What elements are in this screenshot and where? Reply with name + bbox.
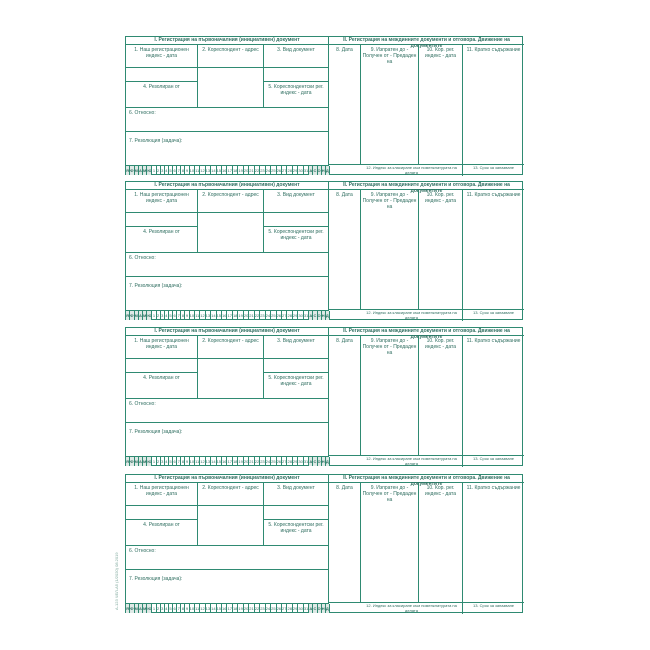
- strip-cell[interactable]: 27: [282, 459, 287, 464]
- strip-cell[interactable]: О: [317, 606, 321, 611]
- field-resolution[interactable]: 7. Резолюция (задача):: [126, 132, 329, 166]
- strip-cell[interactable]: 5: [169, 606, 172, 611]
- field-correspondent-value[interactable]: [198, 68, 264, 108]
- strip-cell[interactable]: Н: [321, 313, 325, 318]
- strip-cell[interactable]: 20: [243, 459, 249, 464]
- strip-cell[interactable]: 16: [222, 168, 227, 173]
- strip-cell[interactable]: 1: [152, 313, 156, 318]
- strip-cell[interactable]: Я: [126, 313, 129, 318]
- field-corr-reg-index[interactable]: 5. Кореспондентски рег. индекс - дата: [264, 373, 329, 399]
- strip-cell[interactable]: 18: [232, 313, 238, 318]
- strip-cell[interactable]: 24: [265, 168, 271, 173]
- strip-cell[interactable]: Д: [325, 606, 329, 611]
- strip-cell[interactable]: 27: [282, 168, 287, 173]
- field-correspondent[interactable]: 2. Кореспондент - адрес: [198, 190, 264, 213]
- strip-cell[interactable]: 12: [200, 313, 205, 318]
- field-regarding[interactable]: 6. Относно:: [126, 399, 329, 423]
- strip-cell[interactable]: 16: [222, 459, 227, 464]
- strip-cell[interactable]: М: [134, 459, 138, 464]
- strip-cell[interactable]: 17: [227, 168, 232, 173]
- day-month-strip: [126, 166, 330, 175]
- field-resolved-by[interactable]: 4. Резолиран от: [126, 520, 198, 546]
- strip-cell[interactable]: Н: [321, 168, 325, 173]
- strip-cell[interactable]: 18: [232, 168, 238, 173]
- strip-cell[interactable]: 21: [249, 313, 254, 318]
- strip-cell[interactable]: Ф: [130, 168, 134, 173]
- strip-cell[interactable]: 16: [222, 313, 227, 318]
- strip-cell[interactable]: 25: [271, 313, 276, 318]
- strip-cell[interactable]: 28: [287, 313, 292, 318]
- strip-cell[interactable]: 30: [298, 606, 303, 611]
- strip-cell[interactable]: О: [317, 313, 321, 318]
- strip-cell[interactable]: С: [313, 459, 317, 464]
- field-corr-reg-index[interactable]: 5. Кореспондентски рег. индекс - дата: [264, 520, 329, 546]
- field-resolution[interactable]: 7. Резолюция (задача):: [126, 423, 329, 457]
- field-doc-type-value[interactable]: [264, 359, 329, 373]
- strip-cell[interactable]: Я: [126, 459, 129, 464]
- strip-cell[interactable]: 25: [271, 606, 276, 611]
- header-right: II. Регистрация на междинните документи и отговора. Движение на документите: [329, 328, 524, 336]
- strip-cell[interactable]: Д: [325, 459, 329, 464]
- registration-block: [125, 327, 523, 466]
- field-correspondent[interactable]: 2. Кореспондент - адрес: [198, 483, 264, 506]
- field-doc-type-value[interactable]: [264, 213, 329, 227]
- strip-cell[interactable]: Я: [126, 606, 129, 611]
- strip-cell[interactable]: 11: [195, 168, 200, 173]
- strip-cell[interactable]: 2: [157, 459, 160, 464]
- strip-cell[interactable]: 31: [303, 168, 309, 173]
- strip-cell[interactable]: 24: [265, 313, 271, 318]
- strip-cell[interactable]: 6: [173, 459, 176, 464]
- strip-cell[interactable]: 8: [181, 606, 185, 611]
- strip-cell[interactable]: 14: [211, 313, 216, 318]
- strip-cell[interactable]: 31: [303, 313, 309, 318]
- day-month-strip: [126, 457, 330, 466]
- field-reg-index-value[interactable]: [126, 359, 198, 373]
- field-summary[interactable]: 11. Кратко съдържание: [463, 190, 524, 310]
- strip-cell[interactable]: Я: [126, 168, 129, 173]
- header-left: I. Регистрация на първоначалния (инициативен) документ: [126, 328, 329, 336]
- field-regarding[interactable]: 6. Относно:: [126, 253, 329, 277]
- strip-cell[interactable]: М: [134, 606, 138, 611]
- strip-cell[interactable]: 25: [271, 459, 276, 464]
- strip-cell[interactable]: 5: [169, 168, 172, 173]
- strip-cell[interactable]: 6: [173, 313, 176, 318]
- strip-cell[interactable]: С: [313, 606, 317, 611]
- field-correspondent[interactable]: 2. Кореспондент - адрес: [198, 336, 264, 359]
- strip-cell[interactable]: Ф: [130, 606, 134, 611]
- strip-cell[interactable]: 16: [222, 606, 227, 611]
- field-doc-type[interactable]: 3. Вид документ: [264, 190, 329, 213]
- strip-cell[interactable]: 6: [173, 606, 176, 611]
- strip-cell[interactable]: 3: [161, 168, 164, 173]
- field-sent-to[interactable]: 9. Изпратен до - Получен от - Предаден на: [361, 336, 419, 456]
- field-resolution[interactable]: 7. Резолюция (задача):: [126, 570, 329, 604]
- field-retention[interactable]: 13. Срок за запазване: [472, 603, 515, 608]
- strip-cell[interactable]: 29: [292, 459, 298, 464]
- strip-cell[interactable]: 23: [260, 606, 265, 611]
- field-date[interactable]: 8. Дата: [329, 336, 361, 456]
- strip-cell[interactable]: 11: [195, 313, 200, 318]
- strip-cell[interactable]: 19: [238, 606, 243, 611]
- strip-cell[interactable]: 10: [189, 606, 195, 611]
- strip-cell[interactable]: 18: [232, 606, 238, 611]
- strip-cell[interactable]: 6: [173, 168, 176, 173]
- strip-cell[interactable]: 10: [189, 313, 195, 318]
- field-reg-index-value[interactable]: [126, 506, 198, 520]
- field-corr-reg-index[interactable]: 5. Кореспондентски рег. индекс - дата: [264, 82, 329, 108]
- strip-cell[interactable]: 5: [169, 459, 172, 464]
- strip-cell[interactable]: М: [134, 168, 138, 173]
- strip-cell[interactable]: 12: [200, 168, 205, 173]
- strip-cell[interactable]: 24: [265, 459, 271, 464]
- registration-block: [125, 181, 523, 320]
- strip-cell[interactable]: 14: [211, 168, 216, 173]
- strip-cell[interactable]: А: [309, 606, 313, 611]
- strip-cell[interactable]: 1: [152, 168, 156, 173]
- strip-cell[interactable]: 23: [260, 313, 265, 318]
- day-month-strip: [126, 311, 330, 320]
- strip-cell[interactable]: 10: [189, 459, 195, 464]
- field-date[interactable]: 8. Дата: [329, 190, 361, 310]
- strip-cell[interactable]: М: [143, 459, 147, 464]
- strip-cell[interactable]: 19: [238, 168, 243, 173]
- strip-cell[interactable]: 7: [177, 168, 180, 173]
- field-correspondent-value[interactable]: [198, 359, 264, 399]
- strip-cell[interactable]: А: [139, 459, 142, 464]
- field-retention[interactable]: 13. Срок за запазване: [472, 310, 515, 315]
- strip-cell[interactable]: 31: [303, 459, 309, 464]
- strip-cell[interactable]: 23: [260, 459, 265, 464]
- header-left: I. Регистрация на първоначалния (инициативен) документ: [126, 37, 329, 45]
- field-resolved-by[interactable]: 4. Резолиран от: [126, 373, 198, 399]
- strip-cell[interactable]: 29: [292, 168, 298, 173]
- strip-cell[interactable]: 9: [185, 168, 189, 173]
- strip-cell[interactable]: С: [313, 313, 317, 318]
- header-left: I. Регистрация на първоначалния (инициативен) документ: [126, 475, 329, 483]
- strip-cell[interactable]: 1: [152, 606, 156, 611]
- field-doc-type[interactable]: 3. Вид документ: [264, 336, 329, 359]
- field-doc-type[interactable]: 3. Вид документ: [264, 483, 329, 506]
- strip-cell[interactable]: 20: [243, 606, 249, 611]
- strip-cell[interactable]: 5: [169, 313, 172, 318]
- field-sent-to[interactable]: 9. Изпратен до - Получен от - Предаден на: [361, 190, 419, 310]
- strip-cell[interactable]: Ф: [130, 313, 134, 318]
- strip-cell[interactable]: Д: [325, 168, 329, 173]
- strip-cell[interactable]: 18: [232, 459, 238, 464]
- strip-cell[interactable]: С: [313, 168, 317, 173]
- field-reg-index-date[interactable]: 1. Наш регистрационен индекс - дата: [126, 483, 198, 506]
- strip-cell[interactable]: 4: [165, 606, 168, 611]
- field-resolved-by[interactable]: 4. Резолиран от: [126, 82, 198, 108]
- field-sent-to[interactable]: 9. Изпратен до - Получен от - Предаден на: [361, 45, 419, 165]
- strip-cell[interactable]: А: [309, 168, 313, 173]
- strip-cell[interactable]: 11: [195, 606, 200, 611]
- field-retention[interactable]: 13. Срок за запазване: [472, 165, 515, 170]
- field-summary[interactable]: 11. Кратко съдържание: [463, 45, 524, 165]
- strip-cell[interactable]: 12: [200, 606, 205, 611]
- strip-cell[interactable]: Ф: [130, 459, 134, 464]
- strip-cell[interactable]: 15: [216, 168, 222, 173]
- field-correspondent-value[interactable]: [198, 213, 264, 253]
- strip-cell[interactable]: 30: [298, 459, 303, 464]
- strip-cell[interactable]: 13: [205, 168, 211, 173]
- strip-cell[interactable]: М: [134, 313, 138, 318]
- header-right: II. Регистрация на междинните документи и отговора. Движение на документите: [329, 182, 524, 190]
- field-corr-index[interactable]: 10. Кор. рег. индекс - дата: [419, 336, 463, 456]
- field-classification-index[interactable]: 12. Индекс за класиране към номенклатурата на делата: [361, 165, 463, 176]
- strip-cell[interactable]: 20: [243, 313, 249, 318]
- strip-cell[interactable]: 22: [254, 606, 260, 611]
- header-right: II. Регистрация на междинните документи и отговора. Движение на документите: [329, 37, 524, 45]
- field-classification-index[interactable]: 12. Индекс за класиране към номенклатурата на делата: [361, 456, 463, 467]
- strip-cell[interactable]: 2: [157, 606, 160, 611]
- strip-cell[interactable]: 22: [254, 459, 260, 464]
- strip-cell[interactable]: 3: [161, 459, 164, 464]
- field-resolution[interactable]: 7. Резолюция (задача):: [126, 277, 329, 311]
- strip-cell[interactable]: 13: [205, 313, 211, 318]
- strip-cell[interactable]: 7: [177, 313, 180, 318]
- field-doc-type[interactable]: 3. Вид документ: [264, 45, 329, 68]
- field-reg-index-value[interactable]: [126, 68, 198, 82]
- field-reg-index-date[interactable]: 1. Наш регистрационен индекс - дата: [126, 45, 198, 68]
- strip-cell[interactable]: 21: [249, 459, 254, 464]
- strip-cell[interactable]: 4: [165, 168, 168, 173]
- strip-cell[interactable]: 28: [287, 168, 292, 173]
- field-classification-index[interactable]: 12. Индекс за класиране към номенклатурата на делата: [361, 310, 463, 321]
- strip-cell[interactable]: 20: [243, 168, 249, 173]
- strip-cell[interactable]: 22: [254, 313, 260, 318]
- strip-cell[interactable]: 26: [276, 459, 282, 464]
- field-reg-index-date[interactable]: 1. Наш регистрационен индекс - дата: [126, 336, 198, 359]
- strip-cell[interactable]: А: [139, 313, 142, 318]
- strip-cell[interactable]: 7: [177, 606, 180, 611]
- strip-cell[interactable]: 22: [254, 168, 260, 173]
- strip-cell[interactable]: М: [143, 313, 147, 318]
- strip-cell[interactable]: Ю: [147, 459, 152, 464]
- strip-cell[interactable]: 28: [287, 606, 292, 611]
- strip-cell[interactable]: 4: [165, 459, 168, 464]
- strip-cell[interactable]: А: [309, 313, 313, 318]
- strip-cell[interactable]: 24: [265, 606, 271, 611]
- field-doc-type-value[interactable]: [264, 506, 329, 520]
- strip-cell[interactable]: 30: [298, 168, 303, 173]
- strip-cell[interactable]: 17: [227, 313, 232, 318]
- strip-cell[interactable]: 8: [181, 459, 185, 464]
- strip-cell[interactable]: 31: [303, 606, 309, 611]
- registration-block: [125, 474, 523, 613]
- field-sent-to[interactable]: 9. Изпратен до - Получен от - Предаден на: [361, 483, 419, 603]
- strip-cell[interactable]: А: [309, 459, 313, 464]
- strip-cell[interactable]: 2: [157, 313, 160, 318]
- strip-cell[interactable]: А: [139, 606, 142, 611]
- strip-cell[interactable]: 9: [185, 459, 189, 464]
- strip-cell[interactable]: 23: [260, 168, 265, 173]
- strip-cell[interactable]: 3: [161, 313, 164, 318]
- strip-cell[interactable]: 11: [195, 459, 200, 464]
- strip-cell[interactable]: 26: [276, 168, 282, 173]
- strip-cell[interactable]: 26: [276, 606, 282, 611]
- strip-cell[interactable]: 10: [189, 168, 195, 173]
- field-reg-index-value[interactable]: [126, 213, 198, 227]
- strip-cell[interactable]: 7: [177, 459, 180, 464]
- strip-cell[interactable]: 15: [216, 313, 222, 318]
- strip-cell[interactable]: Н: [321, 606, 325, 611]
- strip-cell[interactable]: 30: [298, 313, 303, 318]
- header-left: I. Регистрация на първоначалния (инициативен) документ: [126, 182, 329, 190]
- strip-cell[interactable]: 3: [161, 606, 164, 611]
- strip-cell[interactable]: 13: [205, 606, 211, 611]
- strip-cell[interactable]: 27: [282, 606, 287, 611]
- strip-cell[interactable]: Н: [321, 459, 325, 464]
- strip-cell[interactable]: А: [139, 168, 142, 173]
- strip-cell[interactable]: 28: [287, 459, 292, 464]
- day-month-strip: [126, 604, 330, 613]
- strip-cell[interactable]: 17: [227, 459, 232, 464]
- strip-cell[interactable]: 21: [249, 168, 254, 173]
- strip-cell[interactable]: 14: [211, 459, 216, 464]
- field-date[interactable]: 8. Дата: [329, 483, 361, 603]
- field-retention[interactable]: 13. Срок за запазване: [472, 456, 515, 461]
- strip-cell[interactable]: О: [317, 459, 321, 464]
- strip-cell[interactable]: 26: [276, 313, 282, 318]
- strip-cell[interactable]: 15: [216, 606, 222, 611]
- field-reg-index-date[interactable]: 1. Наш регистрационен индекс - дата: [126, 190, 198, 213]
- strip-cell[interactable]: 9: [185, 606, 189, 611]
- strip-cell[interactable]: 25: [271, 168, 276, 173]
- strip-cell[interactable]: 9: [185, 313, 189, 318]
- field-regarding[interactable]: 6. Относно:: [126, 546, 329, 570]
- strip-cell[interactable]: 19: [238, 459, 243, 464]
- strip-cell[interactable]: Д: [325, 313, 329, 318]
- field-resolved-by[interactable]: 4. Резолиран от: [126, 227, 198, 253]
- strip-cell[interactable]: О: [317, 168, 321, 173]
- strip-cell[interactable]: 12: [200, 459, 205, 464]
- strip-cell[interactable]: Ю: [147, 313, 152, 318]
- strip-cell[interactable]: М: [143, 606, 147, 611]
- header-right: II. Регистрация на междинните документи и отговора. Движение на документите: [329, 475, 524, 483]
- field-corr-index[interactable]: 10. Кор. рег. индекс - дата: [419, 45, 463, 165]
- field-correspondent[interactable]: 2. Кореспондент - адрес: [198, 45, 264, 68]
- strip-cell[interactable]: 2: [157, 168, 160, 173]
- field-classification-index[interactable]: 12. Индекс за класиране към номенклатурата на делата: [361, 603, 463, 614]
- field-summary[interactable]: 11. Кратко съдържание: [463, 483, 524, 603]
- strip-cell[interactable]: 29: [292, 313, 298, 318]
- strip-cell[interactable]: 21: [249, 606, 254, 611]
- strip-cell[interactable]: М: [143, 168, 147, 173]
- strip-cell[interactable]: 4: [165, 313, 168, 318]
- strip-cell[interactable]: 15: [216, 459, 222, 464]
- field-corr-index[interactable]: 10. Кор. рег. индекс - дата: [419, 190, 463, 310]
- field-correspondent-value[interactable]: [198, 506, 264, 546]
- field-doc-type-value[interactable]: [264, 68, 329, 82]
- strip-cell[interactable]: 1: [152, 459, 156, 464]
- strip-cell[interactable]: 19: [238, 313, 243, 318]
- strip-cell[interactable]: 13: [205, 459, 211, 464]
- field-date[interactable]: 8. Дата: [329, 45, 361, 165]
- strip-cell[interactable]: 8: [181, 313, 185, 318]
- strip-cell[interactable]: 17: [227, 606, 232, 611]
- registration-block: [125, 36, 523, 175]
- side-print-code: A-123 ЧЕЛ-А5 (1/2020) 08.2019: [114, 552, 119, 610]
- strip-cell[interactable]: 27: [282, 313, 287, 318]
- field-regarding[interactable]: 6. Относно:: [126, 108, 329, 132]
- field-summary[interactable]: 11. Кратко съдържание: [463, 336, 524, 456]
- strip-cell[interactable]: 14: [211, 606, 216, 611]
- strip-cell[interactable]: 29: [292, 606, 298, 611]
- strip-cell[interactable]: Ю: [147, 606, 152, 611]
- strip-cell[interactable]: 8: [181, 168, 185, 173]
- field-corr-reg-index[interactable]: 5. Кореспондентски рег. индекс - дата: [264, 227, 329, 253]
- field-corr-index[interactable]: 10. Кор. рег. индекс - дата: [419, 483, 463, 603]
- strip-cell[interactable]: Ю: [147, 168, 152, 173]
